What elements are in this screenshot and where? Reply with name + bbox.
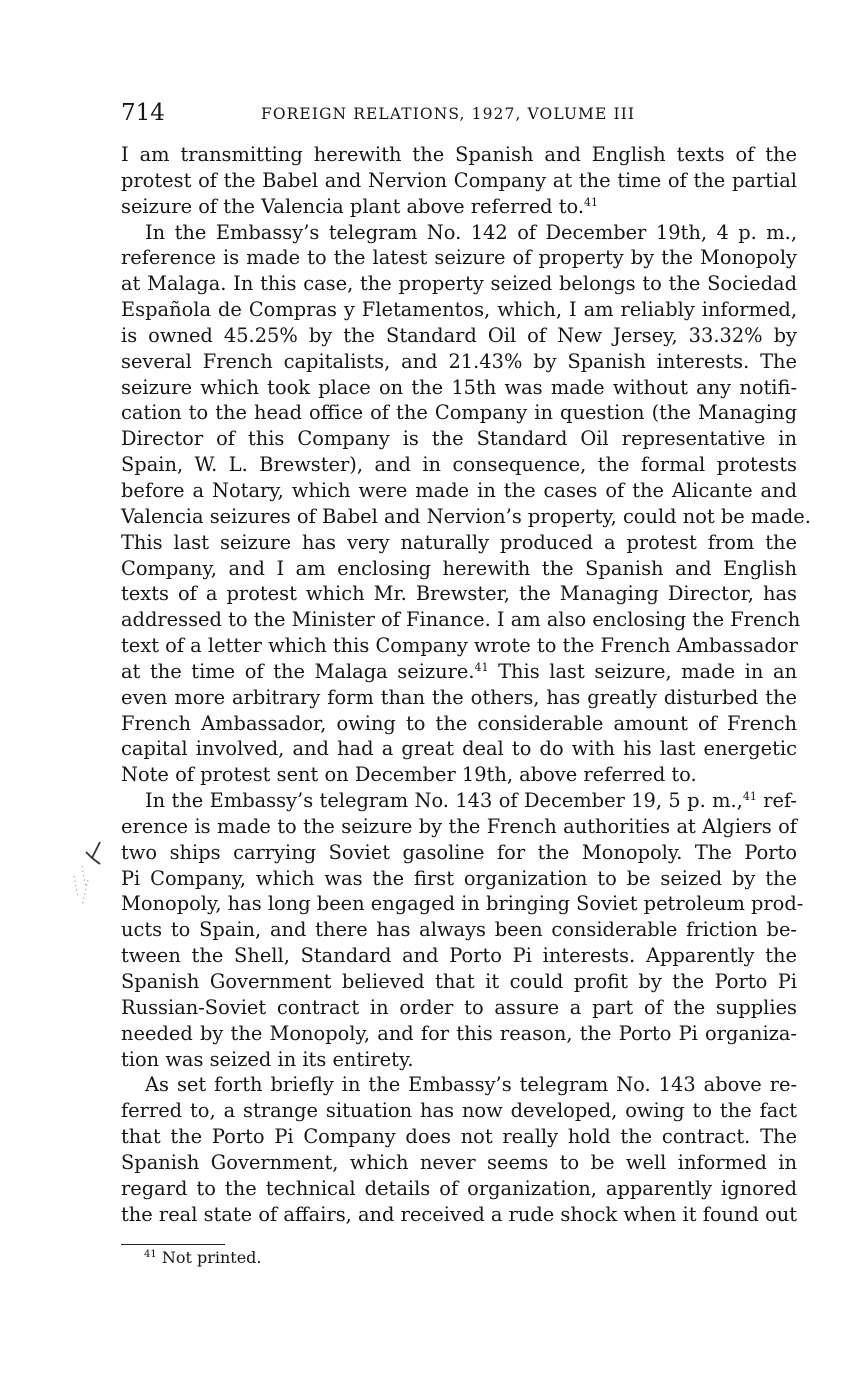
paragraph	[121, 1072, 797, 1227]
text-line	[121, 168, 797, 194]
text-line	[121, 504, 811, 530]
page-number: 714	[121, 100, 165, 126]
text-line	[121, 452, 797, 478]
text-segment: even more arbitrary form than the others, has greatly disturbed the	[121, 685, 797, 709]
text-line	[121, 607, 801, 633]
text-segment: Spanish Government believed that it could profit by the Porto Pi	[121, 970, 797, 993]
text-segment: As set forth briefly in the Embassy’s telegram No. 143 above re-	[145, 1073, 797, 1097]
text-line	[121, 943, 797, 969]
text-segment: seizure of the Valencia plant above referred to.	[121, 194, 585, 218]
text-line	[121, 478, 797, 504]
text-line	[121, 581, 797, 607]
text-segment: This last seizure has very naturally produced a protest from the	[121, 530, 797, 554]
text-line	[121, 1021, 797, 1047]
text-line	[121, 297, 797, 323]
text-segment: This last seizure, made in an	[488, 659, 797, 683]
text-line	[121, 1098, 797, 1124]
text-segment: Española de Compras y Fletamentos, which, I am reliably informed,	[121, 298, 797, 322]
text-line	[121, 711, 797, 737]
text-line	[121, 1176, 797, 1202]
footnote-reference: 41	[584, 195, 599, 209]
body-text	[121, 142, 811, 1227]
text-segment: In the Embassy’s telegram No. 142 of December 19th, 4 p. m.,	[145, 220, 797, 244]
text-line	[121, 788, 797, 814]
text-line	[121, 866, 797, 892]
text-line	[121, 556, 797, 582]
paragraph	[121, 220, 811, 789]
text-segment: that the Porto Pi Company does not really hold the contract. The	[121, 1125, 797, 1149]
text-line	[121, 659, 797, 685]
text-line	[121, 1124, 797, 1150]
text-line	[121, 1150, 797, 1176]
text-segment: Spanish Government, which never seems to be well informed in	[121, 1150, 797, 1174]
text-line	[121, 891, 804, 917]
text-line	[121, 349, 797, 375]
text-line	[121, 736, 797, 762]
text-segment: Valencia seizures of Babel and Nervion’s property, could not be made.	[121, 504, 811, 528]
text-segment: capital involved, and had a great deal to do with his last energetic	[121, 737, 797, 761]
text-segment: Monopoly, has long been engaged in bringing Soviet petroleum prod-	[121, 892, 804, 916]
text-line	[121, 375, 797, 401]
text-segment: protest of the Babel and Nervion Company at the time of the partial	[121, 168, 797, 192]
text-segment: several French capitalists, and 21.43% by Spanish interests. The	[121, 349, 797, 373]
text-segment: the real state of affairs, and received a rude shock when it found out	[121, 1202, 798, 1226]
text-segment: two ships carrying Soviet gasoline for the Monopoly. The Porto	[121, 840, 797, 864]
footnote-reference: 41	[474, 660, 489, 674]
text-segment: at Malaga. In this case, the property seized belongs to the Sociedad	[121, 272, 797, 296]
text-line	[121, 762, 797, 788]
text-line	[121, 220, 797, 246]
footnote-rule	[121, 1244, 225, 1245]
text-line	[121, 1047, 797, 1073]
text-line	[121, 1202, 797, 1228]
text-line	[121, 995, 797, 1021]
text-segment: is owned 45.25% by the Standard Oil of New Jersey, 33.32% by	[121, 323, 797, 347]
text-segment: French Ambassador, owing to the considerable amount of French	[121, 711, 797, 735]
text-line	[121, 194, 797, 220]
text-line	[121, 814, 797, 840]
text-segment: reference is made to the latest seizure of property by the Monopoly	[121, 246, 797, 270]
text-line	[121, 245, 797, 271]
text-segment: at the time of the Malaga seizure.	[121, 659, 475, 683]
running-title: FOREIGN RELATIONS, 1927, VOLUME III	[261, 105, 636, 123]
text-line	[121, 530, 797, 556]
text-segment: Pi Company, which was the first organization to be seized by the	[121, 866, 797, 890]
text-line	[121, 840, 797, 866]
paragraph	[121, 142, 797, 220]
text-segment: text of a letter which this Company wrote to the French Ambassador	[121, 634, 798, 658]
paragraph	[121, 788, 804, 1072]
text-line	[121, 1072, 797, 1098]
text-segment: texts of a protest which Mr. Brewster, the Managing Director, has	[121, 582, 797, 606]
margin-annotation-mark	[56, 836, 112, 916]
text-segment: In the Embassy’s telegram No. 143 of December 19, 5 p. m.,	[145, 789, 743, 813]
text-segment: tion was seized in its entirety.	[121, 1047, 414, 1071]
text-line	[121, 685, 797, 711]
text-segment: ref-	[756, 789, 797, 813]
text-segment: Spain, W. L. Brewster), and in consequence, the formal protests	[121, 453, 797, 477]
text-segment: Russian-Soviet contract in order to assure a part of the supplies	[121, 995, 797, 1019]
text-line	[121, 633, 797, 659]
text-segment: cation to the head office of the Company in question (the Managing	[121, 401, 797, 425]
text-segment: Note of protest sent on December 19th, above referred to.	[121, 763, 697, 787]
footnote	[144, 1247, 262, 1269]
text-segment: needed by the Monopoly, and for this reason, the Porto Pi organiza-	[121, 1021, 797, 1045]
text-line	[121, 400, 797, 426]
text-line	[121, 323, 797, 349]
text-segment: Company, and I am enclosing herewith the Spanish and English	[121, 556, 797, 580]
text-line	[121, 271, 797, 297]
text-line	[121, 917, 797, 943]
text-line	[121, 969, 797, 995]
running-head	[121, 98, 797, 128]
text-segment: regard to the technical details of organization, apparently ignored	[121, 1176, 797, 1200]
text-segment: erence is made to the seizure by the French authorities at Algiers of	[121, 814, 797, 838]
text-segment: Director of this Company is the Standard Oil representative in	[121, 427, 797, 451]
text-line	[121, 142, 797, 168]
text-line	[121, 426, 797, 452]
text-segment: ferred to, a strange situation has now developed, owing to the fact	[121, 1099, 797, 1123]
text-segment: tween the Shell, Standard and Porto Pi interests. Apparently the	[121, 944, 797, 968]
text-segment: seizure which took place on the 15th was made without any notifi-	[121, 375, 797, 399]
text-segment: addressed to the Minister of Finance. I am also enclosing the French	[121, 608, 801, 632]
footnote-text: Not printed.	[156, 1248, 262, 1267]
text-segment: before a Notary, which were made in the cases of the Alicante and	[121, 478, 797, 502]
text-segment: ucts to Spain, and there has always been considerable friction be-	[121, 918, 797, 942]
footnote-reference: 41	[742, 790, 757, 804]
footnote-marker: 41	[144, 1249, 157, 1260]
text-segment: I am transmitting herewith the Spanish and English texts of the	[121, 143, 797, 166]
